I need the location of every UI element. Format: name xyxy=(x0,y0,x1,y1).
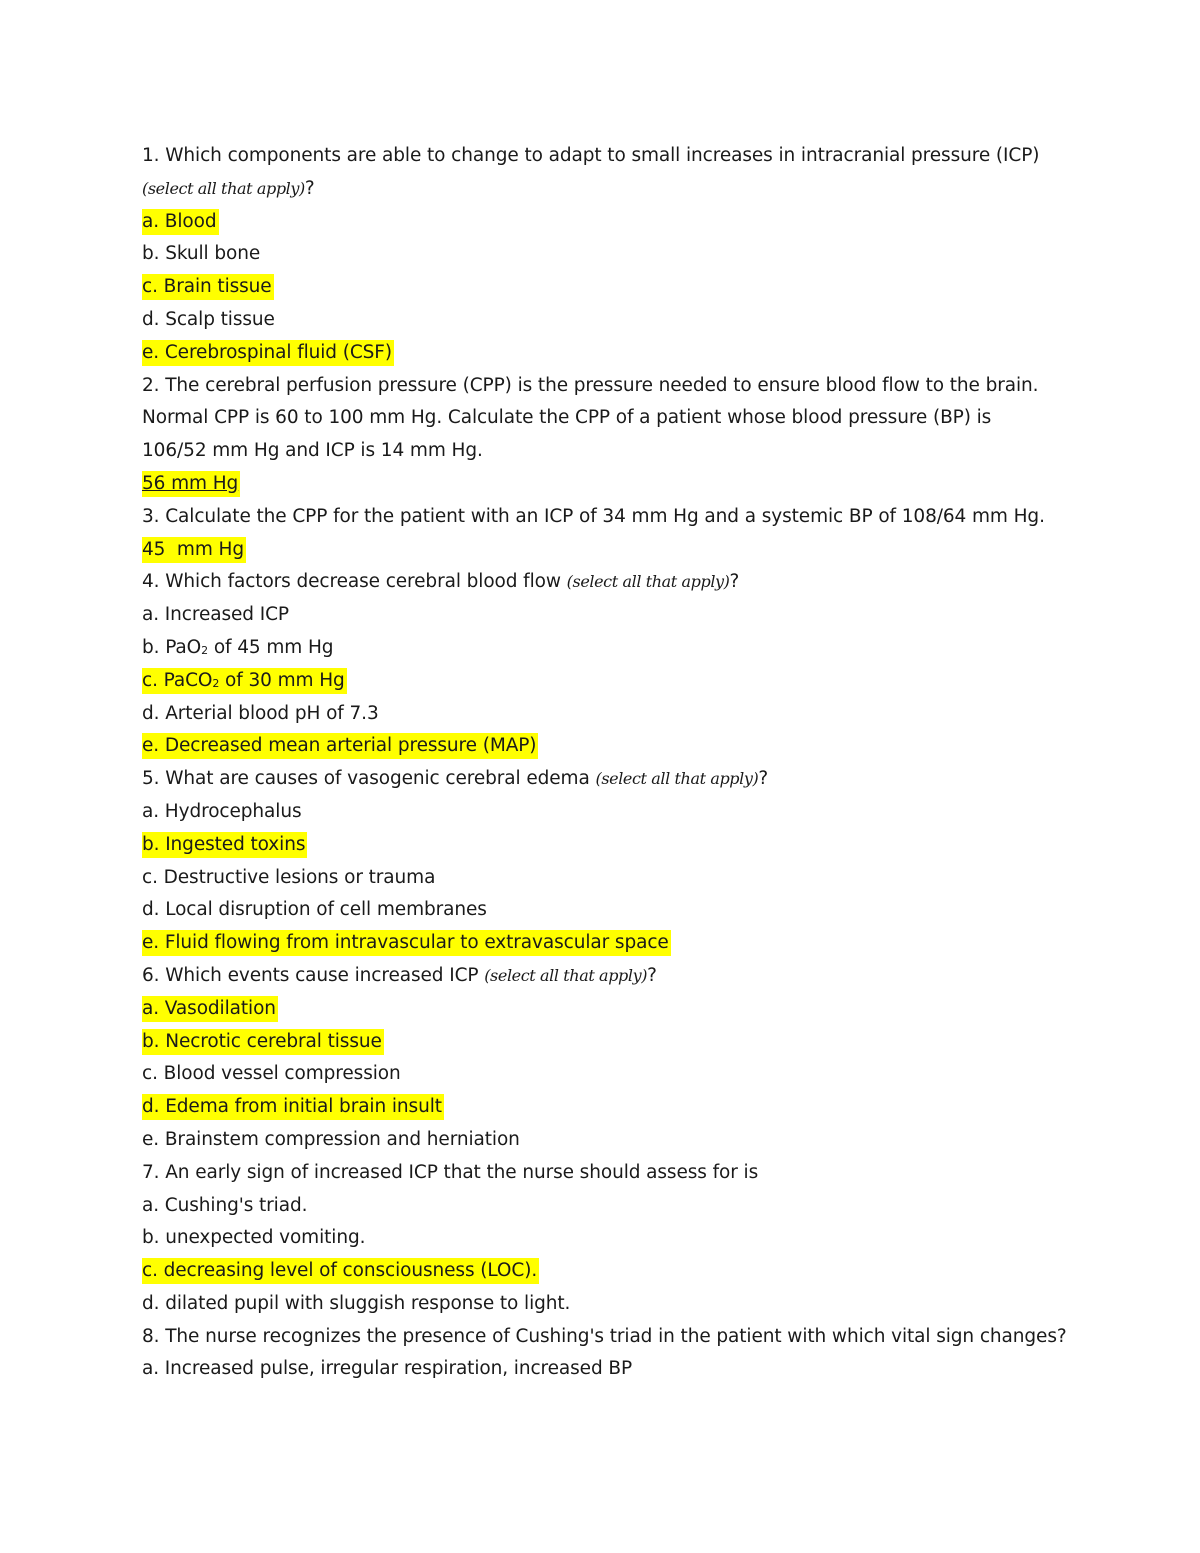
q6-option-b xyxy=(142,1026,1102,1059)
answer-highlight: a. Vasodilation xyxy=(142,996,278,1022)
answer-highlight: 45 mm Hg xyxy=(142,537,246,563)
q6-stem-line xyxy=(142,960,1102,993)
q4-option-b-text: b. PaO xyxy=(142,636,202,658)
q6-option-d xyxy=(142,1091,1102,1124)
q1-note-line xyxy=(142,173,1102,206)
q1-stem: 1. Which components are able to change to adapt to small increases in intracranial pressure (ICP) xyxy=(142,145,1040,166)
q5-option-c: c. Destructive lesions or trauma xyxy=(142,866,436,888)
q5-option-b xyxy=(142,829,1102,862)
q2-line-3: 106/52 mm Hg and ICP is 14 mm Hg. xyxy=(142,440,483,462)
q4-option-b-text-end: of 45 mm Hg xyxy=(208,636,334,658)
q4-stem-line xyxy=(142,566,1102,599)
answer-highlight: e. Cerebrospinal fluid (CSF) xyxy=(142,340,394,366)
answer-highlight: b. Necrotic cerebral tissue xyxy=(142,1029,384,1055)
answer-highlight: e. Fluid flowing from intravascular to extravascular space xyxy=(142,930,671,956)
q5-option-e xyxy=(142,927,1102,960)
answer-highlight xyxy=(142,668,347,694)
q5-option-a: a. Hydrocephalus xyxy=(142,800,302,822)
q5-note: (select all that apply) xyxy=(595,769,759,789)
answer-highlight: d. Edema from initial brain insult xyxy=(142,1094,444,1120)
q7-option-d: d. dilated pupil with sluggish response to light. xyxy=(142,1292,571,1314)
subscript: 2 xyxy=(201,643,209,657)
q4-option-d: d. Arterial blood pH of 7.3 xyxy=(142,702,379,724)
q6-option-c: c. Blood vessel compression xyxy=(142,1063,401,1085)
q2-line-2: Normal CPP is 60 to 100 mm Hg. Calculate the CPP of a patient whose blood pressure (BP) is xyxy=(142,407,992,429)
subscript: 2 xyxy=(212,676,220,690)
q4-stem: 4. Which factors decrease cerebral blood flow xyxy=(142,571,567,593)
q5-end: ? xyxy=(758,768,769,790)
q4-option-c xyxy=(142,665,1102,698)
q1-option-e xyxy=(142,337,1102,370)
q1-end: ? xyxy=(304,177,315,199)
q1-option-b: b. Skull bone xyxy=(142,243,261,265)
q8-stem: 8. The nurse recognizes the presence of Cushing's triad in the patient with which vital sign changes? xyxy=(142,1325,1067,1347)
document-page xyxy=(142,140,1102,1386)
q4-note: (select all that apply) xyxy=(566,572,730,592)
q1-note: (select all that apply) xyxy=(142,178,305,198)
q3-answer xyxy=(142,534,1102,567)
answer-highlight: c. Brain tissue xyxy=(142,274,274,300)
answer-highlight: a. Blood xyxy=(142,209,219,235)
q1-option-c xyxy=(142,271,1102,304)
q2-answer xyxy=(142,468,1102,501)
q3-stem: 3. Calculate the CPP for the patient with an ICP of 34 mm Hg and a systemic BP of 108/64 mm Hg. xyxy=(142,505,1045,527)
answer-highlight: b. Ingested toxins xyxy=(142,832,307,858)
q4-end: ? xyxy=(729,571,740,593)
q7-option-b: b. unexpected vomiting. xyxy=(142,1227,366,1249)
answer-highlight: e. Decreased mean arterial pressure (MAP) xyxy=(142,733,538,759)
q6-option-a xyxy=(142,993,1102,1026)
q1-option-d: d. Scalp tissue xyxy=(142,308,275,330)
q7-option-c xyxy=(142,1255,1102,1288)
q6-end: ? xyxy=(647,964,657,986)
q4-option-e xyxy=(142,730,1102,763)
answer-highlight: 56 mm Hg xyxy=(142,471,240,497)
q4-option-a: a. Increased ICP xyxy=(142,604,289,626)
q7-stem: 7. An early sign of increased ICP that the nurse should assess for is xyxy=(142,1161,759,1183)
q5-stem-line xyxy=(142,763,1102,796)
q6-option-e: e. Brainstem compression and herniation xyxy=(142,1128,520,1150)
answer-highlight: c. decreasing level of consciousness (LOC). xyxy=(142,1258,539,1284)
q7-option-a: a. Cushing's triad. xyxy=(142,1194,308,1216)
q2-line-1: 2. The cerebral perfusion pressure (CPP) is the pressure needed to ensure blood flow to the brain. xyxy=(142,374,1039,396)
q4-option-b xyxy=(142,632,1102,665)
q1-option-a xyxy=(142,206,1102,239)
q4-option-c-text: c. PaCO xyxy=(142,669,213,691)
q8-option-a: a. Increased pulse, irregular respiration, increased BP xyxy=(142,1358,633,1380)
q5-stem: 5. What are causes of vasogenic cerebral edema xyxy=(142,768,596,790)
q6-stem: 6. Which events cause increased ICP xyxy=(142,964,485,986)
q5-option-d: d. Local disruption of cell membranes xyxy=(142,899,487,921)
q4-option-c-text-end: of 30 mm Hg xyxy=(219,669,345,691)
q6-note: (select all that apply) xyxy=(484,965,648,985)
